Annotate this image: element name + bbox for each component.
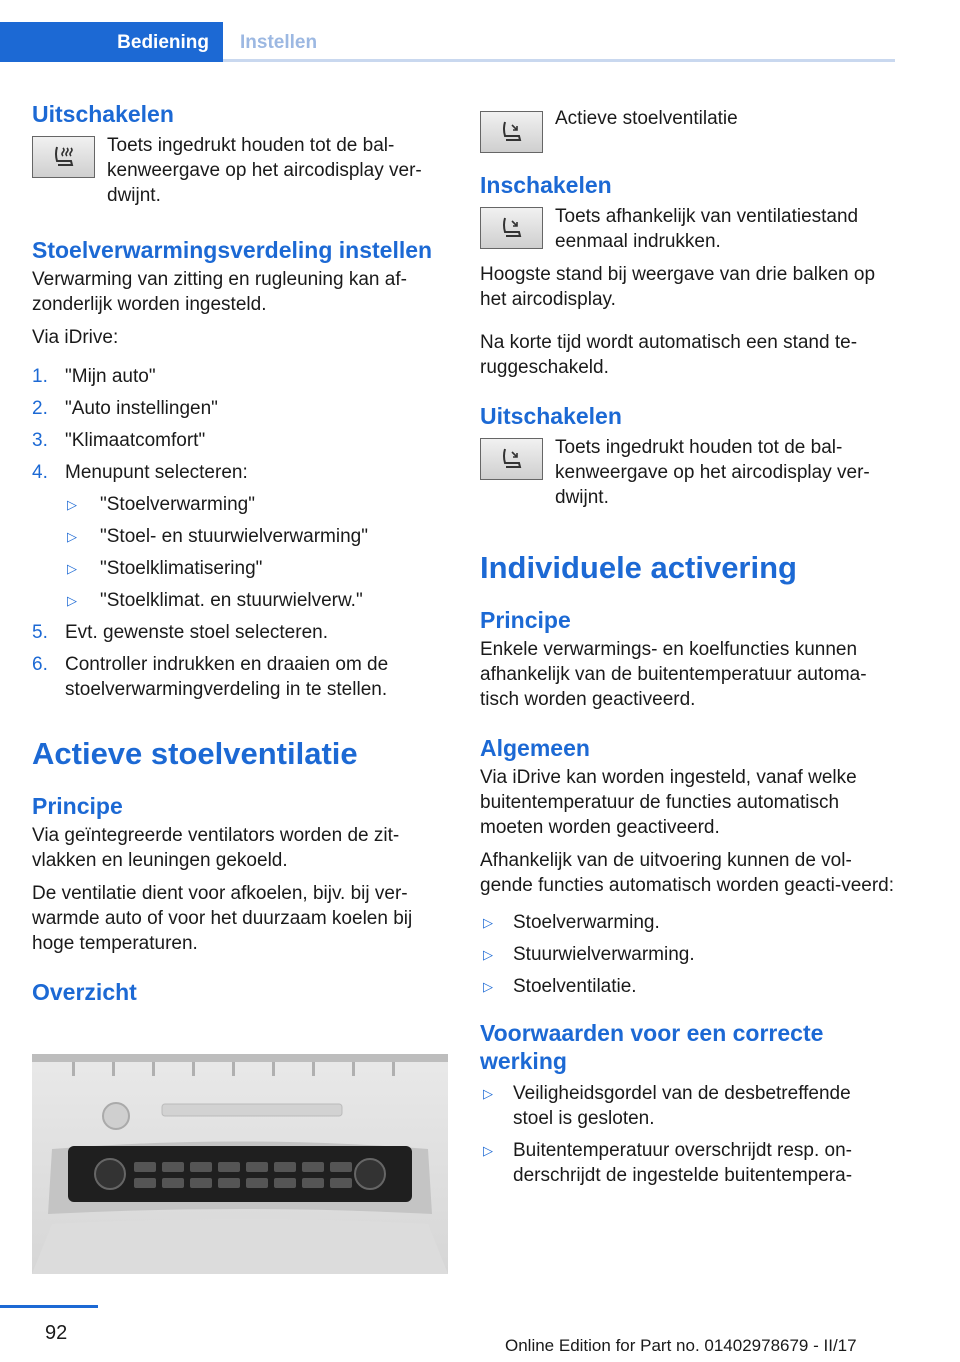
ventilation-label: Actieve stoelventilatie: [555, 108, 738, 129]
step-number: 4.: [32, 462, 48, 483]
seat-heating-button-row: [32, 131, 442, 181]
list-item: [65, 588, 442, 613]
tab-instellen[interactable]: Instellen: [240, 31, 318, 53]
heading-overzicht: Overzicht: [32, 979, 137, 1005]
seat-ventilation-icon: [480, 207, 543, 249]
seat-ventilation-icon: [480, 111, 543, 153]
heading-algemeen: Algemeen: [480, 735, 590, 761]
heading-stoelverwarmingsverdeling: Stoelverwarmingsverdeling instellen: [32, 237, 433, 263]
list-item: [32, 460, 442, 613]
climate-control-panel-photo: [32, 1054, 448, 1274]
step-text: Menupunt selecteren:: [65, 462, 248, 483]
header-tabs: [0, 22, 895, 62]
list-item: [32, 620, 442, 645]
list-item: [32, 428, 442, 453]
triangle-right-icon: ▷: [67, 561, 77, 576]
list-item: [32, 364, 442, 389]
list-item: [480, 1081, 895, 1131]
heading-voorwaarden: Voorwaarden voor een correcte werking: [480, 1020, 824, 1074]
tab-bediening[interactable]: Bediening: [0, 22, 223, 62]
seat-ventilation-icon: [480, 438, 543, 480]
steps-list: [32, 364, 442, 702]
sub-item-text: "Stoelverwarming": [100, 494, 255, 515]
edition-text: Online Edition for Part no. 01402978679 - II/17: [505, 1336, 857, 1355]
heading-uitschakelen: Uitschakelen: [32, 101, 174, 127]
paragraph: Na korte tijd wordt automatisch een stand te-ruggeschakeld.: [480, 332, 858, 378]
bullet-text: Veiligheidsgordel van de desbetreffende stoel is gesloten.: [513, 1083, 851, 1129]
sub-item-text: "Stoel- en stuurwielverwarming": [100, 526, 368, 547]
heading-actieve-stoelventilatie: Actieve stoelventilatie: [32, 736, 358, 771]
seat-heating-icon: [32, 136, 95, 178]
seat-ventilation-button-row: [480, 106, 895, 156]
step-number: 1.: [32, 366, 48, 387]
bullet-text: Stoelventilatie.: [513, 976, 637, 997]
triangle-right-icon: ▷: [483, 1143, 493, 1158]
sub-item-text: "Stoelklimat. en stuurwielverw.": [100, 590, 363, 611]
triangle-right-icon: ▷: [67, 593, 77, 608]
conditions-list: [480, 1081, 895, 1188]
bullet-text: Stoelverwarming.: [513, 912, 660, 933]
page-number: 92: [45, 1322, 68, 1344]
heading-individuele-activering: Individuele activering: [480, 550, 797, 585]
tab-underline: [223, 59, 895, 62]
list-item: [480, 974, 895, 999]
list-item: [480, 942, 895, 967]
list-item: [32, 396, 442, 421]
step-number: 2.: [32, 398, 48, 419]
paragraph: De ventilatie dient voor afkoelen, bijv. bij ver-warmde auto of voor het duurzaam koelen bij hoge temperaturen.: [32, 883, 413, 954]
paragraph: Via geïntegreerde ventilators worden de zit-vlakken en leuningen gekoeld.: [32, 825, 400, 871]
step-text: "Mijn auto": [65, 366, 156, 387]
left-column: [32, 100, 442, 1006]
uitschakelen-text: Toets ingedrukt houden tot de bal-kenweergave op het aircodisplay ver-dwijnt.: [107, 135, 422, 206]
footer-accent-line: [0, 1305, 98, 1308]
list-item: [65, 556, 442, 581]
step-text: Evt. gewenste stoel selecteren.: [65, 622, 328, 643]
triangle-right-icon: ▷: [67, 529, 77, 544]
heading-uitschakelen: Uitschakelen: [480, 403, 622, 429]
list-item: [65, 492, 442, 517]
triangle-right-icon: ▷: [483, 947, 493, 962]
triangle-right-icon: ▷: [67, 497, 77, 512]
right-column: [480, 100, 895, 1195]
functions-list: [480, 910, 895, 999]
seat-ventilation-button-row: [480, 433, 895, 483]
bullet-text: Stuurwielverwarming.: [513, 944, 695, 965]
triangle-right-icon: ▷: [483, 1086, 493, 1101]
step-number: 3.: [32, 430, 48, 451]
step-text: "Auto instellingen": [65, 398, 218, 419]
step-text: "Klimaatcomfort": [65, 430, 206, 451]
list-item: [480, 910, 895, 935]
uitschakelen-text: Toets ingedrukt houden tot de bal-kenweergave op het aircodisplay ver-dwijnt.: [555, 437, 870, 508]
paragraph: Verwarming van zitting en rugleuning kan af-zonderlijk worden ingesteld.: [32, 269, 407, 315]
step-number: 5.: [32, 622, 48, 643]
heading-inschakelen: Inschakelen: [480, 172, 612, 198]
inschakelen-text: Toets afhankelijk van ventilatiestand eenmaal indrukken.: [555, 206, 859, 252]
sub-item-text: "Stoelklimatisering": [100, 558, 263, 579]
triangle-right-icon: ▷: [483, 979, 493, 994]
seat-ventilation-button-row: [480, 202, 895, 252]
heading-principe: Principe: [32, 793, 123, 819]
list-item: [65, 524, 442, 549]
bullet-text: Buitentemperatuur overschrijdt resp. on-derschrijdt de ingestelde buitentempera-: [513, 1140, 853, 1186]
triangle-right-icon: ▷: [483, 915, 493, 930]
step-number: 6.: [32, 654, 48, 675]
paragraph: Via iDrive:: [32, 327, 119, 348]
step-text: Controller indrukken en draaien om de stoelverwarmingverdeling in te stellen.: [65, 654, 389, 700]
paragraph: Hoogste stand bij weergave van drie balken op het aircodisplay.: [480, 264, 876, 310]
paragraph: Afhankelijk van de uitvoering kunnen de vol-gende functies automatisch worden geacti-veerd:: [480, 850, 895, 896]
sub-list: [65, 492, 442, 613]
heading-principe: Principe: [480, 607, 571, 633]
list-item: [32, 652, 442, 702]
paragraph: Enkele verwarmings- en koelfuncties kunnen afhankelijk van de buitentemperatuur automa-tisch worden geactiveerd.: [480, 639, 867, 710]
paragraph: Via iDrive kan worden ingesteld, vanaf welke buitentemperatuur de functies automatisch moeten worden geactiveerd.: [480, 767, 857, 838]
list-item: [480, 1138, 895, 1188]
